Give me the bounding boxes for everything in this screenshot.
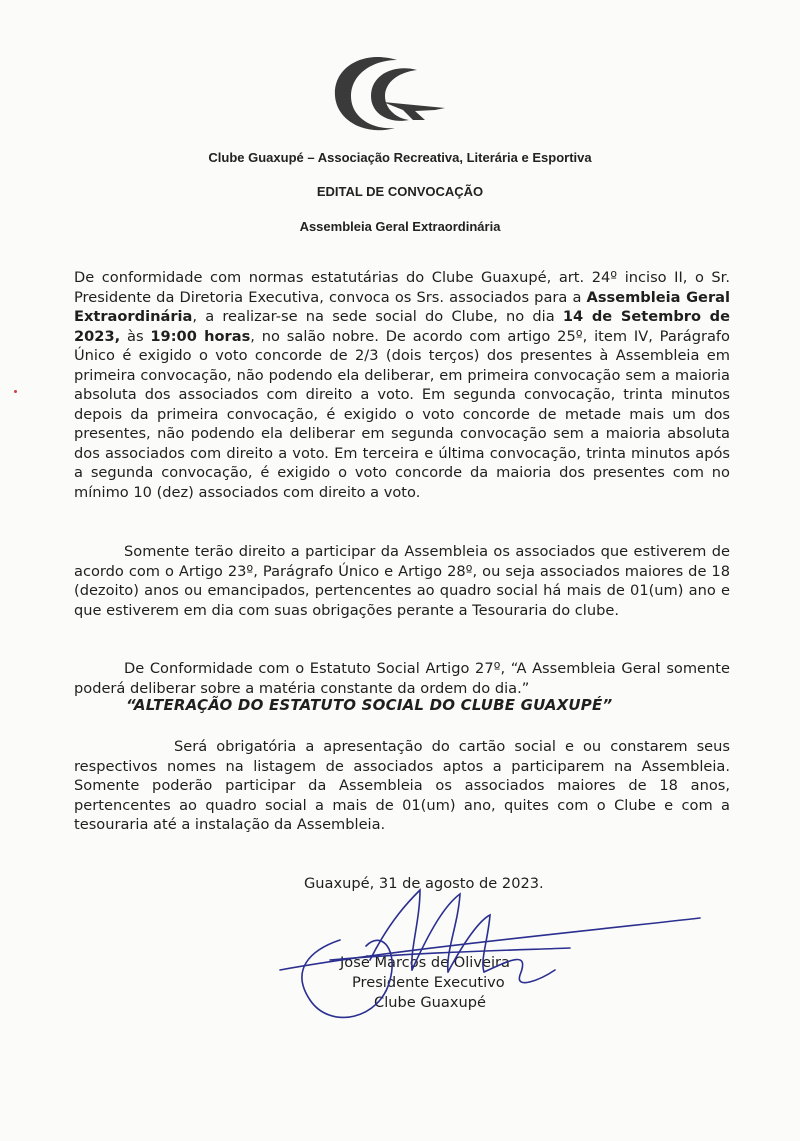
paper-speck bbox=[14, 390, 17, 393]
convocation-paragraph: De conformidade com normas estatutárias do Clube Guaxupé, art. 24º inciso II, o Sr. Presidente da Diretoria Executiva, convoca os Srs. associados para a Assembleia Geral Extraordinária, a realizar-se na sede social do Clube, no dia 14 de Setembro de 2023, às 19:00 horas, no salão nobre. De acordo com artigo 25º, item IV, Parágrafo Único é exigido o voto concorde de 2/3 (dois terços) dos presentes à Assembleia em primeira convocação, não podendo ela deliberar, em primeira convocação sem a maioria absoluta dos associados com direito a voto. Em segunda convocação, trinta minutos depois da primeira convocação, é exigido o voto concorde de metade mais um dos presentes, não podendo ela deliberar em segunda convocação sem a maioria absoluta dos associados com direito a voto. Em terceira e última convocação, trinta minutos após a segunda convocação, é exigido o voto concorde da maioria dos presentes com no mínimo 10 (dez) associados com direito a voto. bbox=[74, 269, 730, 501]
organization-name: Clube Guaxupé – Associação Recreativa, Literária e Esportiva bbox=[208, 150, 592, 165]
statute-paragraph: De Conformidade com o Estatuto Social Artigo 27º, “A Assembleia Geral somente poderá deliberar sobre a matéria constante da ordem do dia.” bbox=[74, 660, 730, 697]
requirements-paragraph: Será obrigatória a apresentação do cartão social e ou constarem seus respectivos nomes na listagem de associados aptos a participarem na Assembleia. Somente poderão participar da Assembleia os associados maiores de 18 anos, pertencentes ao quadro social a mais de 01(um) ano, quites com o Clube e com a tesouraria até a instalação da Assembleia. bbox=[74, 738, 730, 833]
assembly-heading: Assembleia Geral Extraordinária bbox=[299, 219, 501, 234]
handwritten-signature bbox=[270, 880, 710, 1040]
club-logo-icon bbox=[325, 48, 450, 138]
signer-club: Clube Guaxupé bbox=[374, 994, 487, 1011]
notice-type-heading: EDITAL DE CONVOCAÇÃO bbox=[316, 184, 484, 199]
place-date: Guaxupé, 31 de agosto de 2023. bbox=[304, 875, 544, 892]
agenda-title: “ALTERAÇÃO DO ESTATUTO SOCIAL DO CLUBE GUAXUPÉ” bbox=[126, 696, 613, 714]
signer-name: José Marcos de Oliveira bbox=[340, 954, 510, 971]
eligibility-paragraph: Somente terão direito a participar da Assembleia os associados que estiverem de acordo com o Artigo 23º, Parágrafo Único e Artigo 28º, ou seja associados maiores de 18 (dezoito) anos ou emancipados, pertencentes ao quadro social há mais de 01(um) ano e que estiverem em dia com suas obrigações perante a Tesouraria do clube. bbox=[74, 543, 730, 619]
signer-role: Presidente Executivo bbox=[352, 974, 505, 991]
